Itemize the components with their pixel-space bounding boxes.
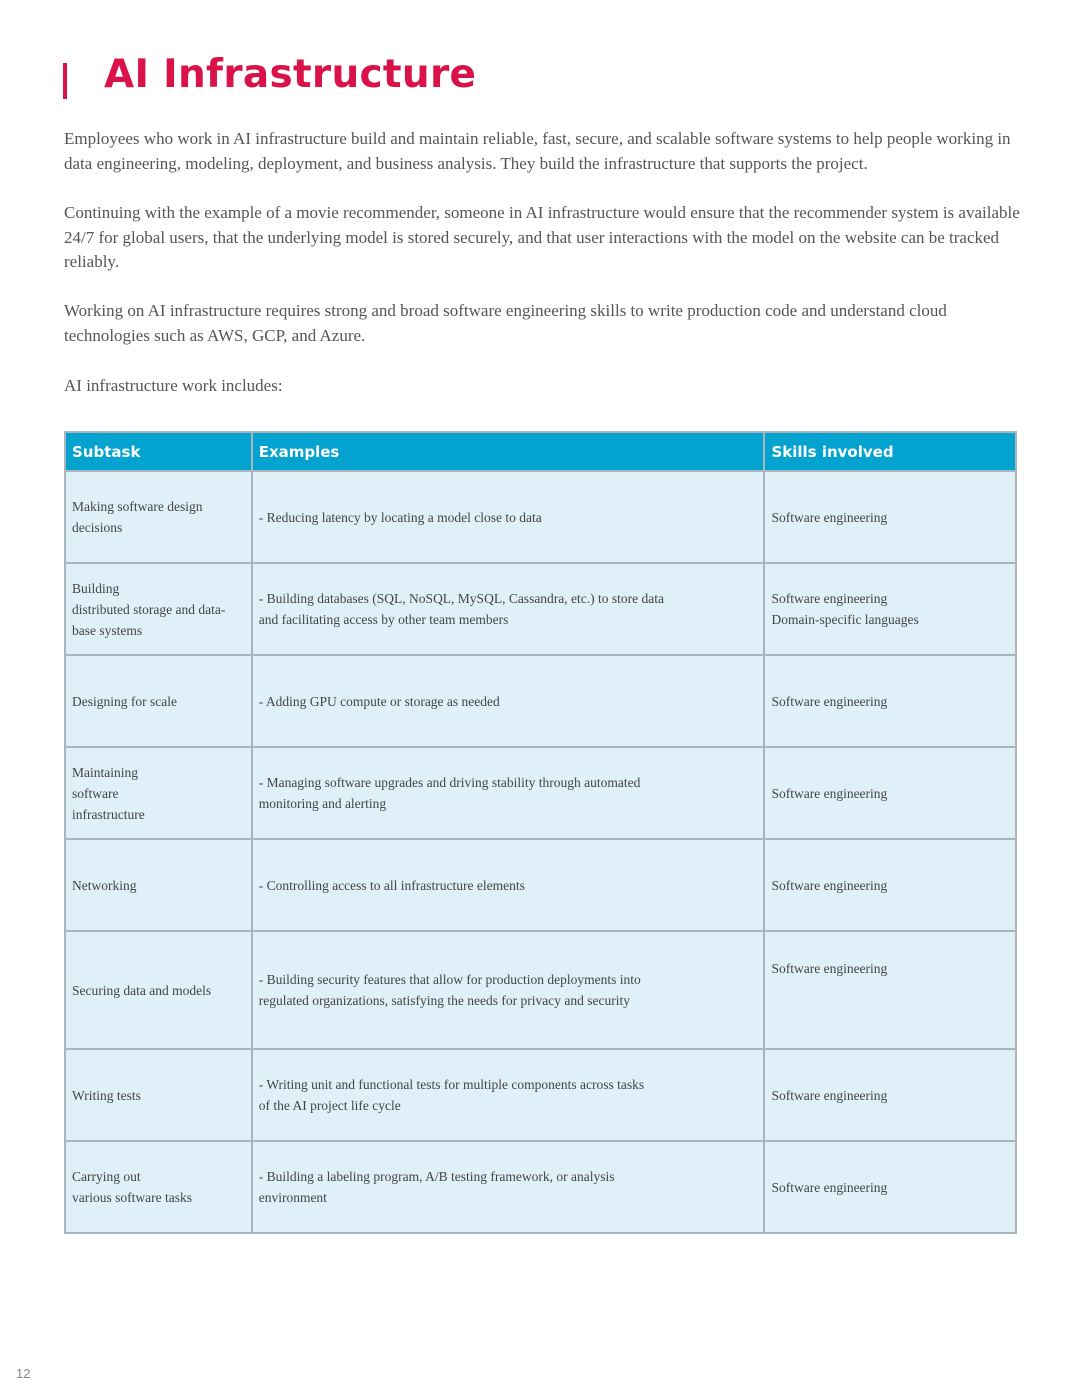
skills-cell: Software engineering [764, 471, 1016, 563]
skills-cell: Software engineering [764, 1141, 1016, 1233]
subtask-cell: Writing tests [65, 1049, 252, 1141]
table-row [65, 563, 1016, 655]
table-row [65, 839, 1016, 931]
intro-paragraph: Employees who work in AI infrastructure build and maintain reliable, fast, secure, and scalable software systems to help people working in data engineering, modeling, deployment, and business analysis. They build the infrastructure that supports the project. [64, 129, 1011, 173]
table-row [65, 655, 1016, 747]
subtask-cell: Networking [65, 839, 252, 931]
table-row [65, 1141, 1016, 1233]
skills-cell: Software engineering [764, 747, 1016, 839]
table-row [65, 471, 1016, 563]
skills-cell: Software engineering Domain-specific languages [764, 563, 1016, 655]
subtask-table [64, 431, 1017, 1234]
page-number: 12 [16, 1366, 31, 1381]
examples-cell: - Writing unit and functional tests for multiple components across tasks of the AI project life cycle [252, 1049, 765, 1141]
page-title: AI Infrastructure [104, 52, 477, 97]
work-includes-label: AI infrastructure work includes: [64, 376, 283, 395]
examples-cell: - Building a labeling program, A/B testing framework, or analysis environment [252, 1141, 765, 1233]
skills-cell: Software engineering [764, 1049, 1016, 1141]
skills-cell: Software engineering [764, 655, 1016, 747]
subtask-cell: Building distributed storage and data- base systems [65, 563, 252, 655]
table-header-row [65, 432, 1016, 471]
examples-cell: - Managing software upgrades and driving stability through automated monitoring and alerting [252, 747, 765, 839]
subtask-cell: Securing data and models [65, 931, 252, 1049]
table-row [65, 747, 1016, 839]
examples-cell: - Reducing latency by locating a model close to data [252, 471, 765, 563]
examples-cell: - Adding GPU compute or storage as needed [252, 655, 765, 747]
subtask-cell: Designing for scale [65, 655, 252, 747]
table-row [65, 931, 1016, 1049]
examples-cell: - Building databases (SQL, NoSQL, MySQL, Cassandra, etc.) to store data and facilitating access by other team members [252, 563, 765, 655]
header-skills: Skills involved [764, 432, 1016, 471]
skills-paragraph: Working on AI infrastructure requires strong and broad software engineering skills to write production code and understand cloud technologies such as AWS, GCP, and Azure. [64, 301, 947, 345]
skills-cell: Software engineering [764, 931, 1016, 1049]
header-examples: Examples [252, 432, 765, 471]
title-accent-bar [63, 63, 67, 99]
example-paragraph: Continuing with the example of a movie recommender, someone in AI infrastructure would ensure that the recommender system is available 24/7 for global users, that the underlying model is stored securely, and that user interactions with the model on the website can be tracked reliably. [64, 203, 1020, 272]
table-row [65, 1049, 1016, 1141]
subtask-cell: Making software design decisions [65, 471, 252, 563]
examples-cell: - Building security features that allow for production deployments into regulated organizations, satisfying the needs for privacy and security [252, 931, 765, 1049]
skills-cell: Software engineering [764, 839, 1016, 931]
subtask-cell: Maintaining software infrastructure [65, 747, 252, 839]
header-subtask: Subtask [65, 432, 252, 471]
subtask-cell: Carrying out various software tasks [65, 1141, 252, 1233]
examples-cell: - Controlling access to all infrastructure elements [252, 839, 765, 931]
